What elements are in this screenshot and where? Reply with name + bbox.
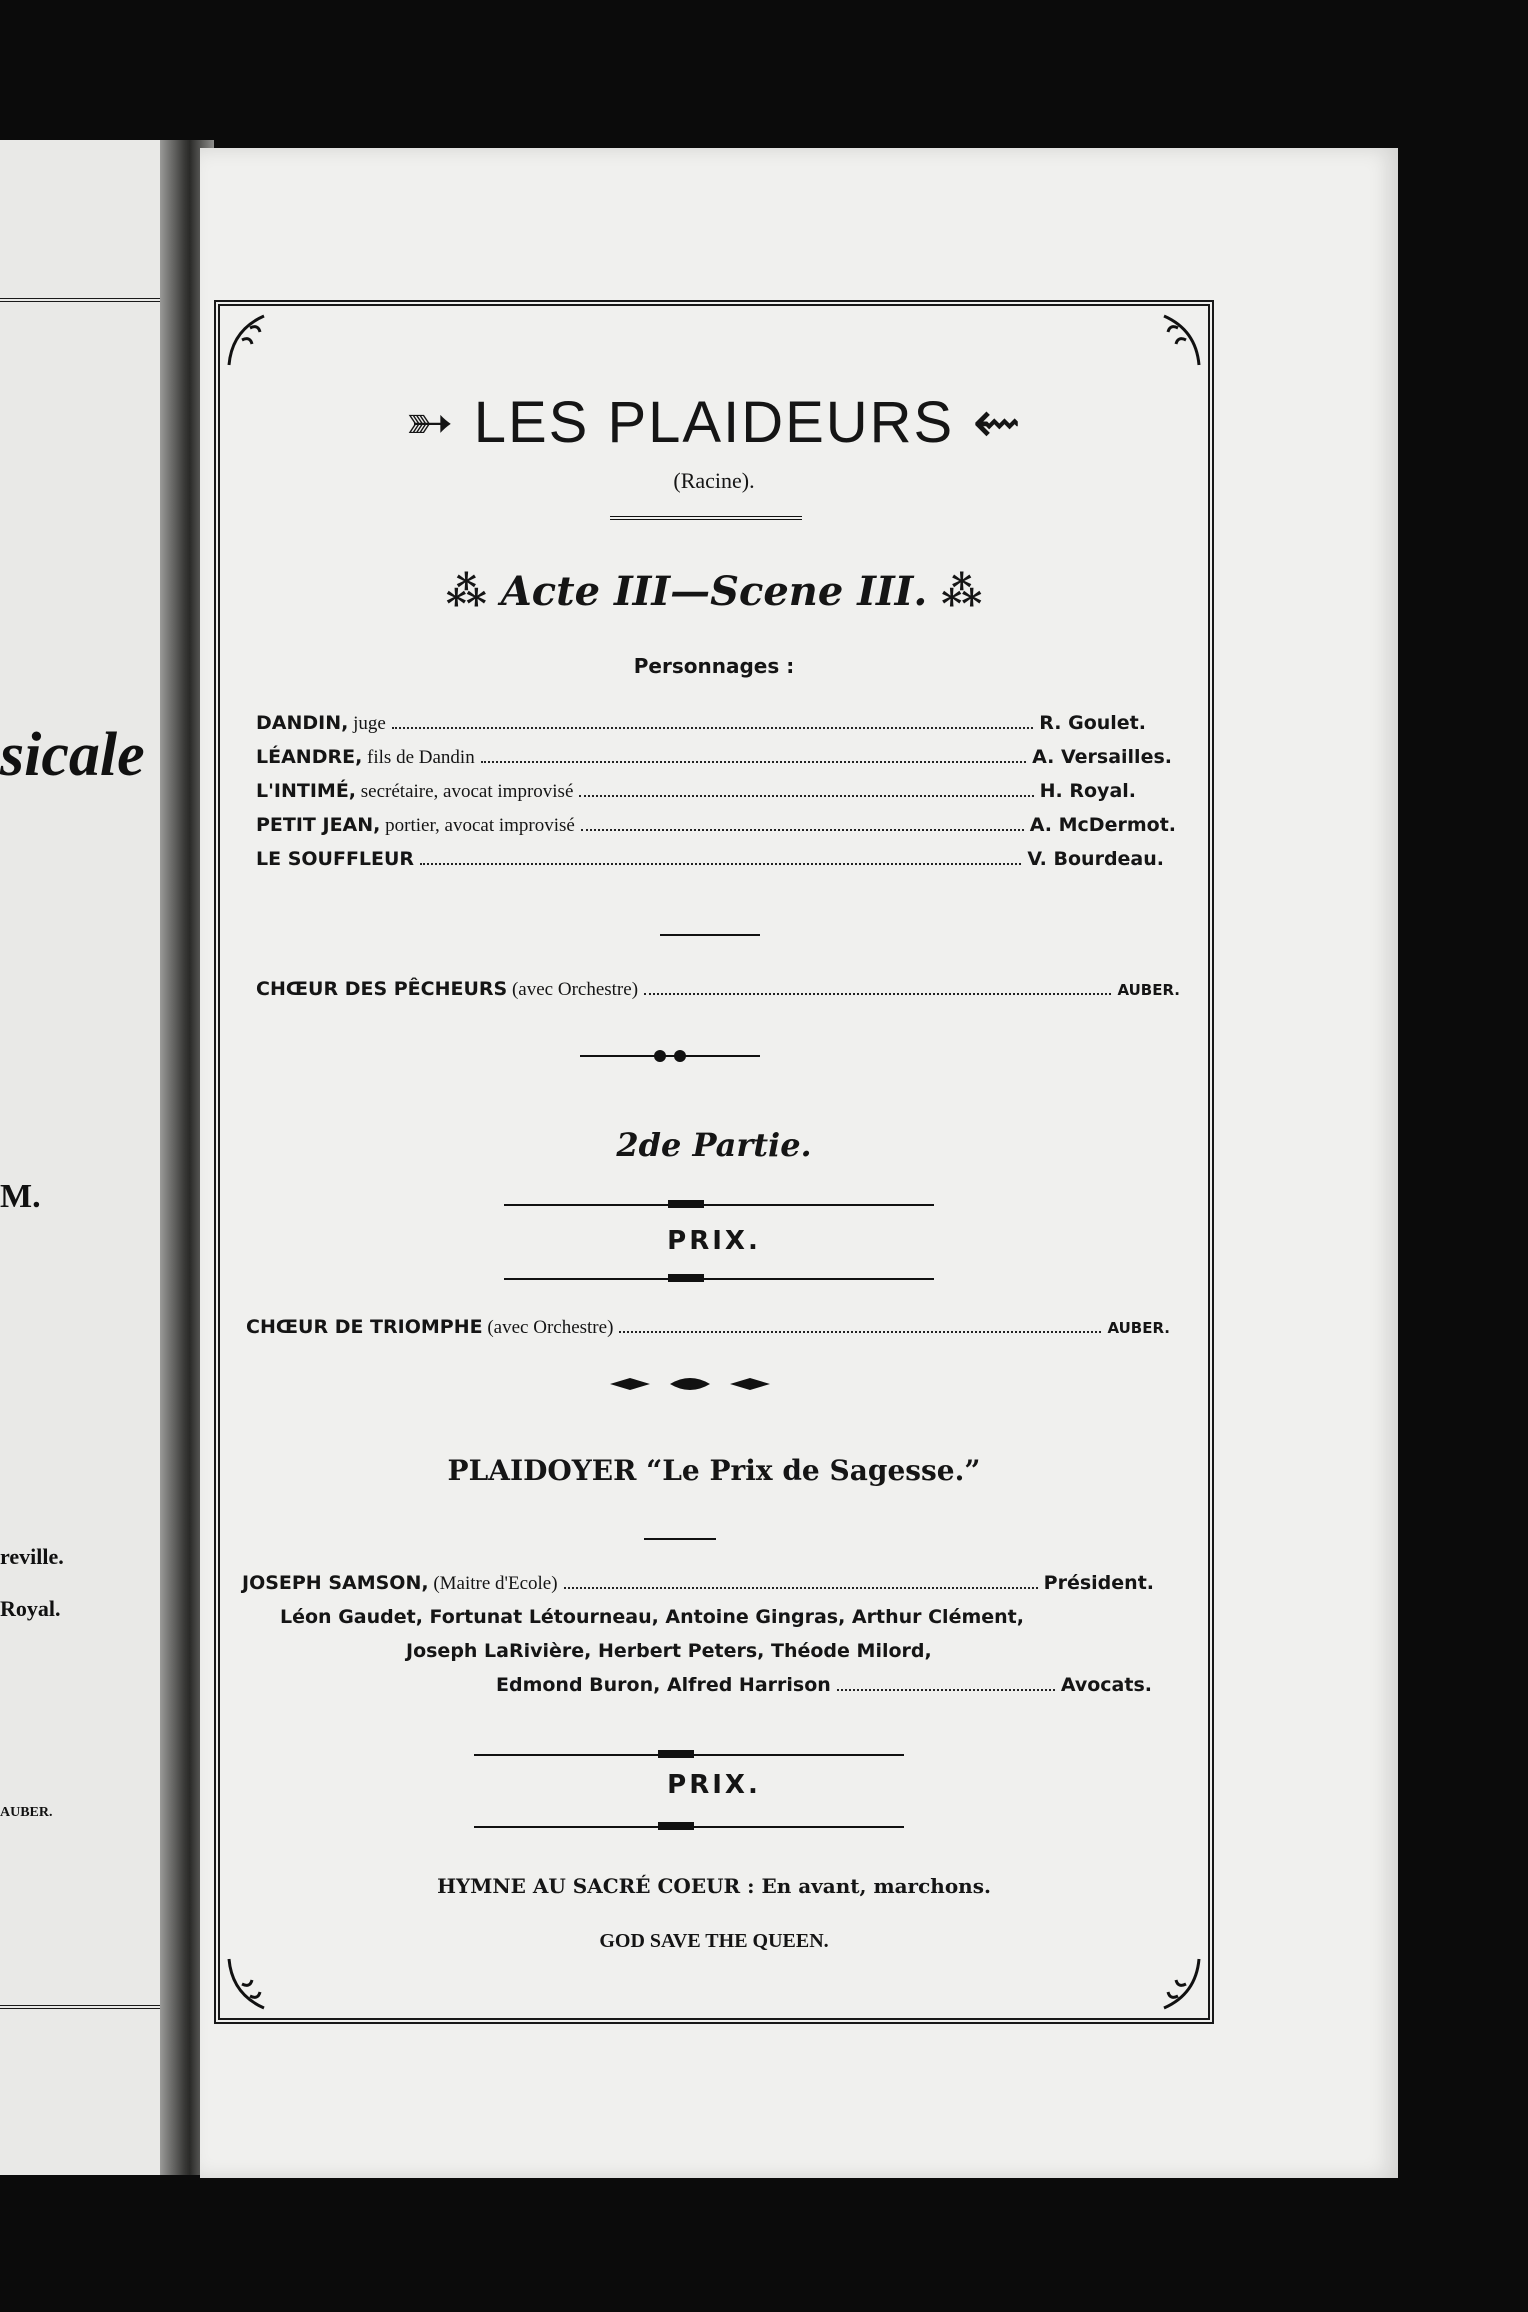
corner-flourish-icon [1144, 1954, 1204, 2014]
prix-heading: PRIX. [667, 1226, 761, 1256]
play-title: ➳ LES PLAIDEURS ⇜ [405, 390, 1023, 455]
choeur-triomphe: CHŒUR DE TRIOMPHE (avec Orchestre) AUBER. [246, 1316, 1170, 1338]
cast-row: LÉANDRE, fils de Dandin A. Versailles. [256, 746, 1172, 768]
flourish-icon: ⁂ [927, 568, 983, 615]
divider-bar [668, 1274, 704, 1282]
avocats-line: Léon Gaudet, Fortunat Létourneau, Antoine Gingras, Arthur Clément, [280, 1606, 1024, 1628]
prix-heading: PRIX. [667, 1770, 761, 1800]
divider [610, 516, 802, 520]
divider-bar [668, 1200, 704, 1208]
divider [660, 934, 760, 936]
cast-row: DANDIN, juge R. Goulet. [256, 712, 1146, 734]
fragment-royal: Royal. [0, 1596, 61, 1621]
plaidoyer-heading: PLAIDOYER “Le Prix de Sagesse.” [447, 1454, 981, 1487]
divider-bar [658, 1750, 694, 1758]
cast-row: LE SOUFFLEUR V. Bourdeau. [256, 848, 1164, 870]
corner-flourish-icon [1144, 310, 1204, 370]
corner-flourish-icon [224, 1954, 284, 2014]
divider [504, 1204, 934, 1206]
left-arrow-ornament-icon: ➳ [405, 390, 474, 455]
divider-bar [658, 1822, 694, 1830]
president-row: JOSEPH SAMSON, (Maitre d'Ecole) Président. [242, 1572, 1154, 1594]
fragment-sicale: sicale [0, 721, 145, 789]
avocats-row: Edmond Buron, Alfred Harrison Avocats. [496, 1674, 1152, 1696]
part-heading: 2de Partie. [616, 1126, 812, 1164]
choeur-pecheurs: CHŒUR DES PÊCHEURS (avec Orchestre) AUBER. [256, 978, 1180, 1000]
personnages-heading: Personnages : [633, 654, 795, 678]
fragment-auber: AUBER. [0, 1805, 53, 1820]
corner-flourish-icon [224, 310, 284, 370]
fragment-reville: reville. [0, 1544, 64, 1569]
divider [644, 1538, 716, 1540]
page-border [214, 300, 1214, 2024]
divider [504, 1278, 934, 1280]
divider-ornament-icon [610, 1372, 770, 1396]
avocats-line: Joseph LaRivière, Herbert Peters, Théode Milord, [406, 1640, 932, 1662]
right-arrow-ornament-icon: ⇜ [954, 390, 1023, 455]
cast-row: L'INTIMÉ, secrétaire, avocat improvisé H. Royal. [256, 780, 1136, 802]
divider-ornament-icon [580, 1046, 760, 1066]
act-scene-heading: ⁂ Acte III—Scene III. ⁂ [445, 568, 983, 615]
fragment-m: M. [0, 1178, 41, 1215]
author: (Racine). [673, 468, 755, 493]
hymne-line: HYMNE AU SACRÉ COEUR : En avant, marchons. [437, 1874, 991, 1898]
cast-row: PETIT JEAN, portier, avocat improvisé A. McDermot. [256, 814, 1176, 836]
flourish-icon: ⁂ [445, 568, 501, 615]
god-save-the-queen: GOD SAVE THE QUEEN. [599, 1930, 829, 1952]
